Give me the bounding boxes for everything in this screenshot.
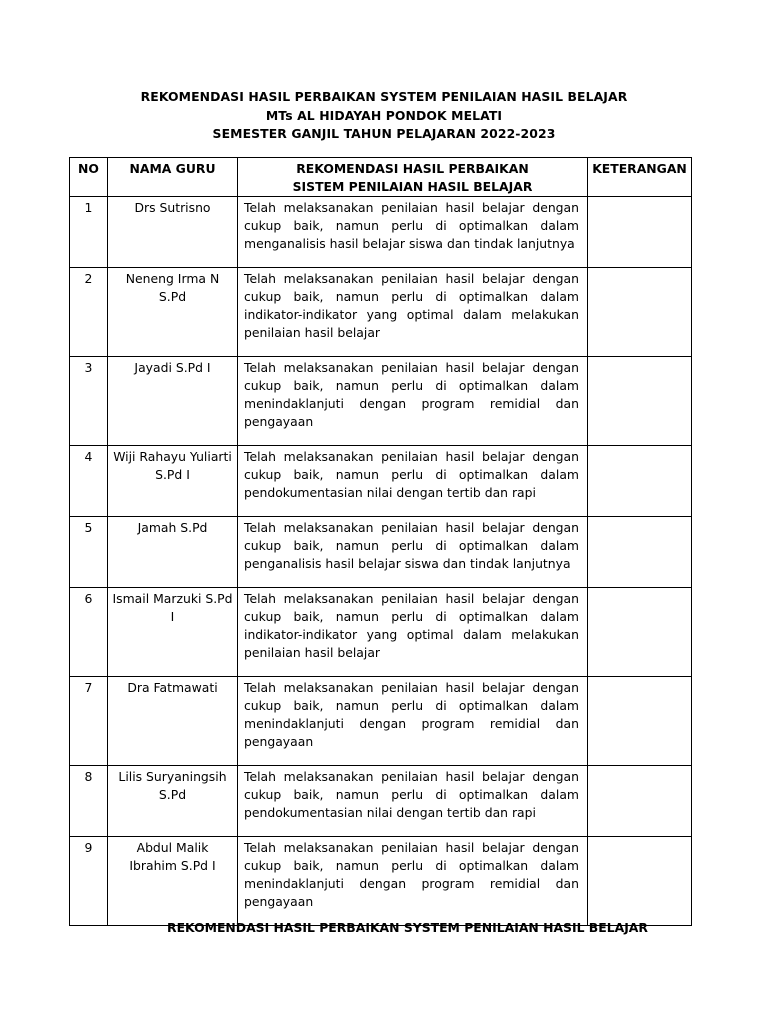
row-number: 9 <box>70 837 108 926</box>
remarks-cell <box>588 588 692 677</box>
remarks-cell <box>588 446 692 517</box>
table-row <box>70 357 692 446</box>
teacher-name: Dra Fatmawati <box>108 677 238 766</box>
document-header <box>0 88 768 144</box>
teacher-name: Neneng Irma N S.Pd <box>108 268 238 357</box>
table-row <box>70 837 692 926</box>
recommendation-text: Telah melaksanakan penilaian hasil belajar dengan cukup baik, namun perlu di optimalkan dalam indikator-indikator yang optimal dalam melakukan penilaian hasil belajar <box>238 588 588 677</box>
remarks-cell <box>588 837 692 926</box>
column-header-no: NO <box>70 158 108 197</box>
row-number: 6 <box>70 588 108 677</box>
remarks-cell <box>588 357 692 446</box>
column-header-nama-guru: NAMA GURU <box>108 158 238 197</box>
teacher-name: Wiji Rahayu Yuliarti S.Pd I <box>108 446 238 517</box>
row-number: 1 <box>70 197 108 268</box>
row-number: 8 <box>70 766 108 837</box>
teacher-name: Lilis Suryaningsih S.Pd <box>108 766 238 837</box>
teacher-name: Ismail Marzuki S.Pd I <box>108 588 238 677</box>
recommendation-text: Telah melaksanakan penilaian hasil belajar dengan cukup baik, namun perlu di optimalkan dalam menindaklanjuti dengan program remidial dan pengayaan <box>238 677 588 766</box>
remarks-cell <box>588 517 692 588</box>
recommendation-text: Telah melaksanakan penilaian hasil belajar dengan cukup baik, namun perlu di optimalkan dalam indikator-indikator yang optimal dalam melakukan penilaian hasil belajar <box>238 268 588 357</box>
table-row <box>70 588 692 677</box>
recommendation-text: Telah melaksanakan penilaian hasil belajar dengan cukup baik, namun perlu di optimalkan dalam pendokumentasian nilai dengan tertib dan rapi <box>238 446 588 517</box>
remarks-cell <box>588 766 692 837</box>
recommendation-text: Telah melaksanakan penilaian hasil belajar dengan cukup baik, namun perlu di optimalkan dalam penganalisis hasil belajar siswa dan tindak lanjutnya <box>238 517 588 588</box>
table-header-row <box>70 158 692 197</box>
table-row <box>70 197 692 268</box>
column-header-rekomendasi: REKOMENDASI HASIL PERBAIKAN SISTEM PENILAIAN HASIL BELAJAR <box>238 158 588 197</box>
recommendation-table <box>69 157 692 926</box>
recommendation-text: Telah melaksanakan penilaian hasil belajar dengan cukup baik, namun perlu di optimalkan dalam menindaklanjuti dengan program remidial dan pengayaan <box>238 837 588 926</box>
remarks-cell <box>588 677 692 766</box>
semester-label: SEMESTER GANJIL TAHUN PELAJARAN 2022-2023 <box>212 126 556 141</box>
teacher-name: Abdul Malik Ibrahim S.Pd I <box>108 837 238 926</box>
document-title: REKOMENDASI HASIL PERBAIKAN SYSTEM PENILAIAN HASIL BELAJAR <box>140 89 628 104</box>
row-number: 2 <box>70 268 108 357</box>
row-number: 3 <box>70 357 108 446</box>
row-number: 7 <box>70 677 108 766</box>
row-number: 5 <box>70 517 108 588</box>
table-row <box>70 268 692 357</box>
recommendation-text: Telah melaksanakan penilaian hasil belajar dengan cukup baik, namun perlu di optimalkan dalam menganalisis hasil belajar siswa dan tindak lanjutnya <box>238 197 588 268</box>
table-row <box>70 517 692 588</box>
recommendation-text: Telah melaksanakan penilaian hasil belajar dengan cukup baik, namun perlu di optimalkan dalam pendokumentasian nilai dengan tertib dan rapi <box>238 766 588 837</box>
teacher-name: Jamah S.Pd <box>108 517 238 588</box>
footer-title: REKOMENDASI HASIL PERBAIKAN SYSTEM PENILAIAN HASIL BELAJAR <box>167 920 648 935</box>
recommendation-text: Telah melaksanakan penilaian hasil belajar dengan cukup baik, namun perlu di optimalkan dalam menindaklanjuti dengan program remidial dan pengayaan <box>238 357 588 446</box>
table-row <box>70 766 692 837</box>
table-row <box>70 446 692 517</box>
remarks-cell <box>588 197 692 268</box>
teacher-name: Jayadi S.Pd I <box>108 357 238 446</box>
column-header-keterangan: KETERANGAN <box>588 158 692 197</box>
remarks-cell <box>588 268 692 357</box>
row-number: 4 <box>70 446 108 517</box>
teacher-name: Drs Sutrisno <box>108 197 238 268</box>
table-row <box>70 677 692 766</box>
school-name: MTs AL HIDAYAH PONDOK MELATI <box>265 107 503 123</box>
